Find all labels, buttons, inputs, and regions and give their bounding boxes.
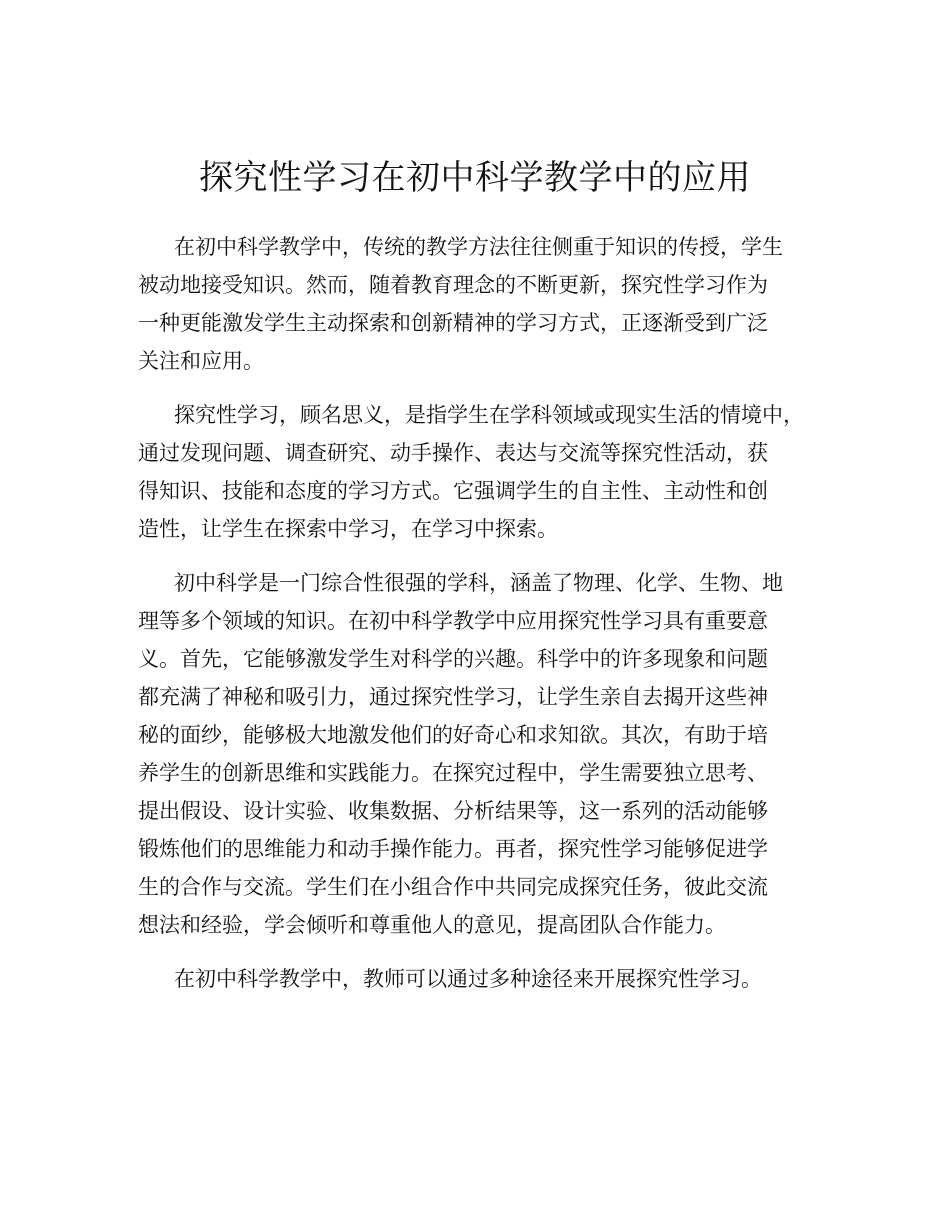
paragraph-line: 提出假设、设计实验、收集数据、分析结果等，这一系列的活动能够 xyxy=(138,799,768,823)
paragraph-line: 造性，让学生在探索中学习，在学习中探索。 xyxy=(138,517,558,541)
paragraph-1 xyxy=(138,228,818,380)
paragraph-line: 理等多个领域的知识。在初中科学教学中应用探究性学习具有重要意 xyxy=(138,609,768,633)
paragraph-line: 通过发现问题、调查研究、动手操作、表达与交流等探究性活动，获 xyxy=(138,441,768,465)
paragraph-line: 初中科学是一门综合性很强的学科，涵盖了物理、化学、生物、地 xyxy=(174,571,783,595)
paragraph-line: 被动地接受知识。然而，随着教育理念的不断更新，探究性学习作为 xyxy=(138,273,768,297)
paragraph-line: 都充满了神秘和吸引力，通过探究性学习，让学生亲自去揭开这些神 xyxy=(138,685,768,709)
paragraph-line: 在初中科学教学中，传统的教学方法往往侧重于知识的传授，学生 xyxy=(174,235,783,259)
paragraph-line: 探究性学习，顾名思义，是指学生在学科领域或现实生活的情境中， xyxy=(174,403,804,427)
paragraph-line: 义。首先，它能够激发学生对科学的兴趣。科学中的许多现象和问题 xyxy=(138,647,768,671)
document-body xyxy=(138,228,818,1014)
paragraph-line: 养学生的创新思维和实践能力。在探究过程中，学生需要独立思考、 xyxy=(138,761,768,785)
paragraph-3 xyxy=(138,564,818,944)
paragraph-line: 得知识、技能和态度的学习方式。它强调学生的自主性、主动性和创 xyxy=(138,479,768,503)
paragraph-line: 在初中科学教学中，教师可以通过多种途径来开展探究性学习。 xyxy=(174,967,762,991)
paragraph-2 xyxy=(138,396,818,548)
paragraph-line: 想法和经验，学会倾听和尊重他人的意见，提高团队合作能力。 xyxy=(138,913,726,937)
paragraph-line: 关注和应用。 xyxy=(138,349,264,373)
paragraph-line: 秘的面纱，能够极大地激发他们的好奇心和求知欲。其次，有助于培 xyxy=(138,723,768,747)
paragraph-line: 一种更能激发学生主动探索和创新精神的学习方式，正逐渐受到广泛 xyxy=(138,311,768,335)
paragraph-line: 生的合作与交流。学生们在小组合作中共同完成探究任务，彼此交流 xyxy=(138,875,768,899)
paragraph-4 xyxy=(138,960,818,998)
document-title: 探究性学习在初中科学教学中的应用 xyxy=(199,158,751,198)
paragraph-line: 锻炼他们的思维能力和动手操作能力。再者，探究性学习能够促进学 xyxy=(138,837,768,861)
